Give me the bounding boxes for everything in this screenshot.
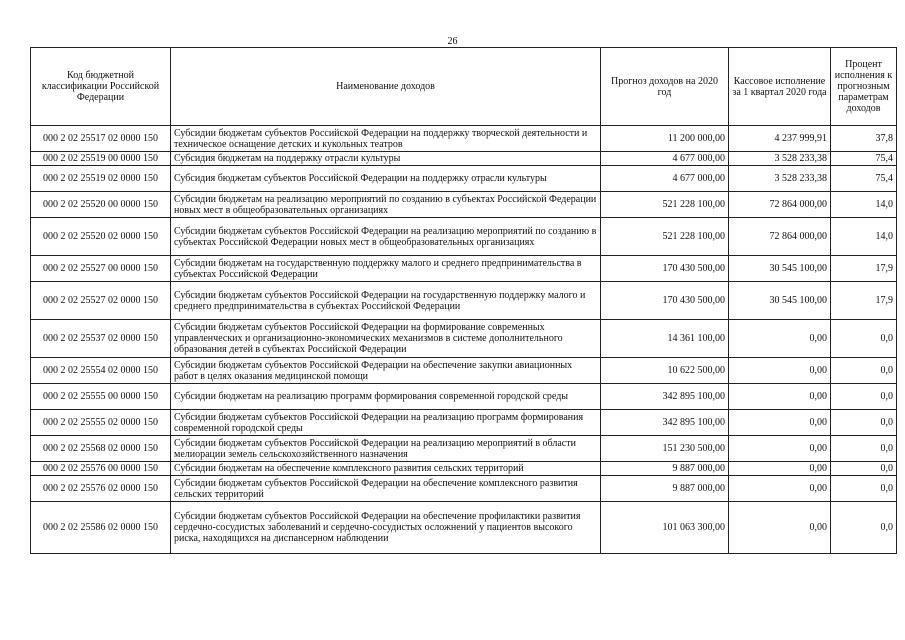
budget-code-cell: 000 2 02 25576 02 0000 150: [31, 476, 171, 502]
percent-cell: 0,0: [831, 384, 897, 410]
forecast-cell: 521 228 100,00: [601, 218, 729, 256]
forecast-cell: 521 228 100,00: [601, 192, 729, 218]
forecast-cell: 342 895 100,00: [601, 384, 729, 410]
table-row: [31, 282, 897, 320]
forecast-cell: 170 430 500,00: [601, 256, 729, 282]
income-name-cell: Субсидии бюджетам субъектов Российской Федерации на обеспечение комплексного развития сельских территорий: [171, 476, 601, 502]
cash-execution-cell: 0,00: [729, 462, 831, 476]
cash-execution-cell: 0,00: [729, 384, 831, 410]
forecast-cell: 101 063 300,00: [601, 502, 729, 554]
forecast-cell: 14 361 100,00: [601, 320, 729, 358]
forecast-cell: 11 200 000,00: [601, 126, 729, 152]
header-code: Код бюджетной классификации Российской Федерации: [31, 48, 171, 126]
percent-cell: 17,9: [831, 282, 897, 320]
income-name-cell: Субсидия бюджетам на поддержку отрасли культуры: [171, 152, 601, 166]
budget-table: [30, 47, 897, 554]
forecast-cell: 9 887 000,00: [601, 476, 729, 502]
forecast-cell: 9 887 000,00: [601, 462, 729, 476]
table-row: [31, 166, 897, 192]
table-row: [31, 410, 897, 436]
income-name-cell: Субсидии бюджетам субъектов Российской Федерации на государственную поддержку малого и среднего предпринимательства в субъектах Российской Федерации: [171, 282, 601, 320]
cash-execution-cell: 0,00: [729, 320, 831, 358]
table-row: [31, 256, 897, 282]
income-name-cell: Субсидии бюджетам на государственную поддержку малого и среднего предпринимательства в субъектах Российской Федерации: [171, 256, 601, 282]
table-row: [31, 436, 897, 462]
table-row: [31, 320, 897, 358]
income-name-cell: Субсидии бюджетам на обеспечение комплексного развития сельских территорий: [171, 462, 601, 476]
table-row: [31, 384, 897, 410]
cash-execution-cell: 3 528 233,38: [729, 166, 831, 192]
cash-execution-cell: 30 545 100,00: [729, 282, 831, 320]
percent-cell: 0,0: [831, 358, 897, 384]
income-name-cell: Субсидии бюджетам субъектов Российской Федерации на обеспечение профилактики развития сердечно-сосудистых заболеваний и сердечно-сосудистых осложнений у пациентов высокого риска, находящихся на диспансерном наблюдении: [171, 502, 601, 554]
percent-cell: 0,0: [831, 436, 897, 462]
budget-code-cell: 000 2 02 25554 02 0000 150: [31, 358, 171, 384]
forecast-cell: 10 622 500,00: [601, 358, 729, 384]
cash-execution-cell: 4 237 999,91: [729, 126, 831, 152]
budget-code-cell: 000 2 02 25517 02 0000 150: [31, 126, 171, 152]
budget-code-cell: 000 2 02 25586 02 0000 150: [31, 502, 171, 554]
header-percent: Процент исполнения к прогнозным параметрам доходов: [831, 48, 897, 126]
forecast-cell: 151 230 500,00: [601, 436, 729, 462]
cash-execution-cell: 0,00: [729, 502, 831, 554]
table-row: [31, 218, 897, 256]
forecast-cell: 342 895 100,00: [601, 410, 729, 436]
percent-cell: 0,0: [831, 502, 897, 554]
cash-execution-cell: 72 864 000,00: [729, 192, 831, 218]
cash-execution-cell: 30 545 100,00: [729, 256, 831, 282]
forecast-cell: 170 430 500,00: [601, 282, 729, 320]
income-name-cell: Субсидии бюджетам субъектов Российской Федерации на реализацию программ формирования современной городской среды: [171, 410, 601, 436]
percent-cell: 17,9: [831, 256, 897, 282]
percent-cell: 0,0: [831, 410, 897, 436]
income-name-cell: Субсидии бюджетам субъектов Российской Федерации на реализацию мероприятий в области мелиорации земель сельскохозяйственного назначения: [171, 436, 601, 462]
budget-code-cell: 000 2 02 25527 00 0000 150: [31, 256, 171, 282]
income-name-cell: Субсидии бюджетам на реализацию мероприятий по созданию в субъектах Российской Федерации новых мест в общеобразовательных организациях: [171, 192, 601, 218]
budget-code-cell: 000 2 02 25520 00 0000 150: [31, 192, 171, 218]
table-body: [31, 126, 897, 554]
cash-execution-cell: 0,00: [729, 410, 831, 436]
header-forecast: Прогноз доходов на 2020 год: [601, 48, 729, 126]
budget-code-cell: 000 2 02 25537 02 0000 150: [31, 320, 171, 358]
table-row: [31, 126, 897, 152]
forecast-cell: 4 677 000,00: [601, 166, 729, 192]
budget-code-cell: 000 2 02 25555 00 0000 150: [31, 384, 171, 410]
percent-cell: 14,0: [831, 192, 897, 218]
income-name-cell: Субсидии бюджетам субъектов Российской Федерации на формирование современных управленческих и организационно-экономических механизмов в системе дополнительного образования детей в субъектах Российской Федерации: [171, 320, 601, 358]
table-row: [31, 502, 897, 554]
budget-code-cell: 000 2 02 25519 02 0000 150: [31, 166, 171, 192]
forecast-cell: 4 677 000,00: [601, 152, 729, 166]
percent-cell: 75,4: [831, 152, 897, 166]
percent-cell: 75,4: [831, 166, 897, 192]
table-row: [31, 358, 897, 384]
table-row: [31, 152, 897, 166]
header-cash: Кассовое исполнение за 1 квартал 2020 года: [729, 48, 831, 126]
page-number: 26: [447, 36, 458, 47]
cash-execution-cell: 72 864 000,00: [729, 218, 831, 256]
cash-execution-cell: 3 528 233,38: [729, 152, 831, 166]
table-header: [31, 48, 897, 126]
cash-execution-cell: 0,00: [729, 436, 831, 462]
table-row: [31, 462, 897, 476]
header-row: [31, 48, 897, 126]
budget-code-cell: 000 2 02 25555 02 0000 150: [31, 410, 171, 436]
percent-cell: 0,0: [831, 462, 897, 476]
cash-execution-cell: 0,00: [729, 358, 831, 384]
table-row: [31, 192, 897, 218]
income-name-cell: Субсидии бюджетам субъектов Российской Федерации на обеспечение закупки авиационных работ в целях оказания медицинской помощи: [171, 358, 601, 384]
percent-cell: 37,8: [831, 126, 897, 152]
income-name-cell: Субсидии бюджетам субъектов Российской Федерации на реализацию мероприятий по созданию в субъектах Российской Федерации новых мест в общеобразовательных организациях: [171, 218, 601, 256]
income-name-cell: Субсидия бюджетам субъектов Российской Федерации на поддержку отрасли культуры: [171, 166, 601, 192]
budget-code-cell: 000 2 02 25576 00 0000 150: [31, 462, 171, 476]
income-name-cell: Субсидии бюджетам субъектов Российской Федерации на поддержку творческой деятельности и техническое оснащение детских и кукольных театров: [171, 126, 601, 152]
percent-cell: 0,0: [831, 320, 897, 358]
percent-cell: 0,0: [831, 476, 897, 502]
budget-code-cell: 000 2 02 25568 02 0000 150: [31, 436, 171, 462]
table-row: [31, 476, 897, 502]
budget-code-cell: 000 2 02 25527 02 0000 150: [31, 282, 171, 320]
budget-code-cell: 000 2 02 25519 00 0000 150: [31, 152, 171, 166]
budget-code-cell: 000 2 02 25520 02 0000 150: [31, 218, 171, 256]
percent-cell: 14,0: [831, 218, 897, 256]
income-name-cell: Субсидии бюджетам на реализацию программ формирования современной городской среды: [171, 384, 601, 410]
header-name: Наименование доходов: [171, 48, 601, 126]
cash-execution-cell: 0,00: [729, 476, 831, 502]
